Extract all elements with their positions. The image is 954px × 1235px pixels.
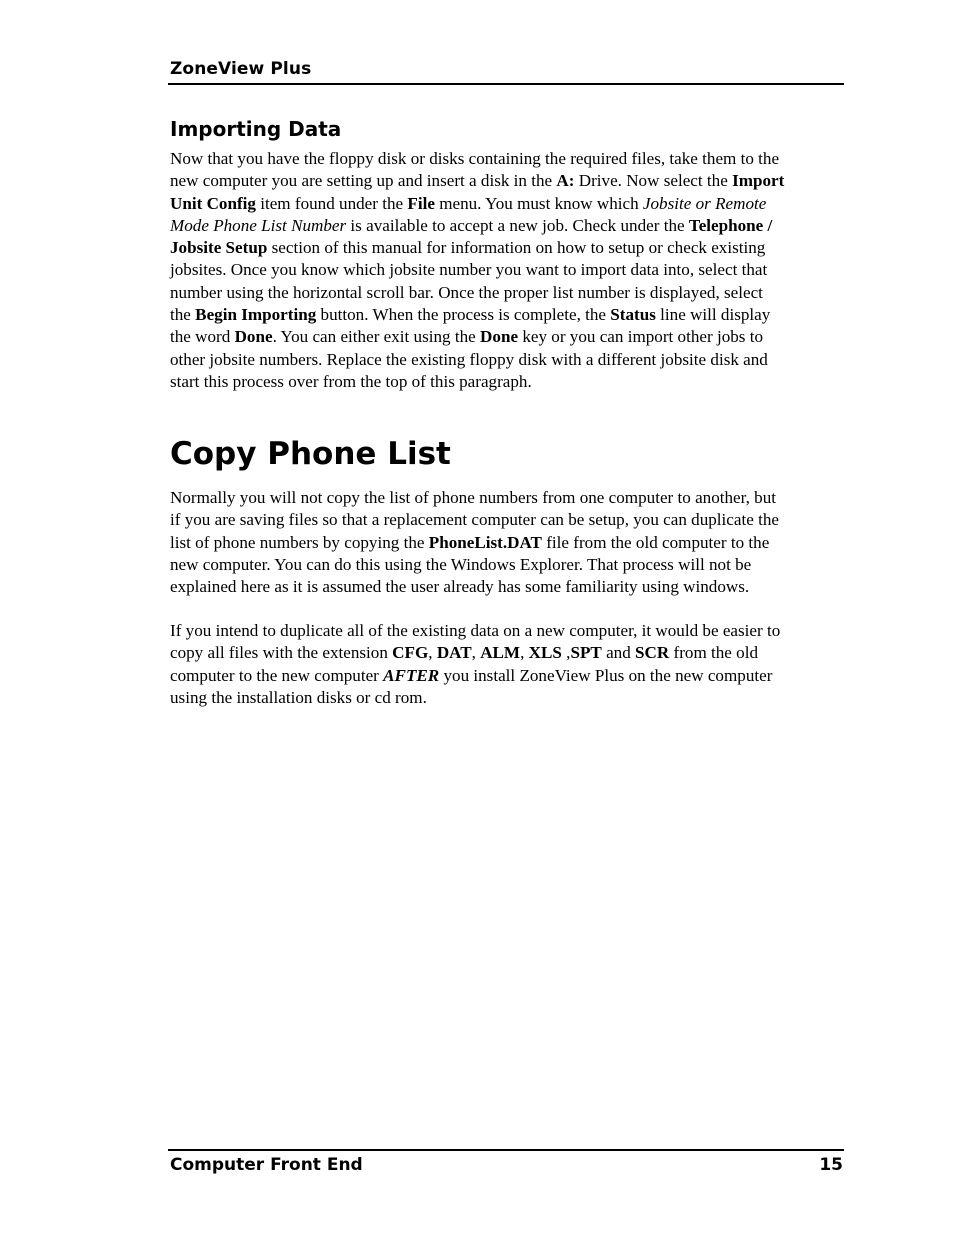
- text-run: explained here as it is assumed the user already has some familiarity using windows.: [170, 577, 750, 597]
- text-run: new computer you are setting up and insert a disk in the: [170, 171, 557, 191]
- text-run: file from the old computer to the: [541, 532, 770, 552]
- text-run: . You can either exit using the: [272, 327, 481, 347]
- bold-term: Status: [610, 305, 656, 325]
- text-run: line will display: [655, 305, 771, 325]
- text-run: Now that you have the floppy disk or disks containing the required files, take them to the: [170, 149, 780, 168]
- italic-term: Mode Phone List Number: [170, 215, 347, 235]
- bold-term: A:: [556, 171, 575, 191]
- text-run: if you are saving files so that a replacement computer can be setup, you can duplicate the: [170, 510, 779, 530]
- text-line: [170, 665, 846, 687]
- heading-copy-phone-list: Copy Phone List: [170, 436, 451, 472]
- bold-term: Import: [732, 171, 785, 191]
- bold-term: SPT: [570, 643, 602, 663]
- text-run: section of this manual for information on how to setup or check existing: [267, 238, 766, 258]
- text-line: [170, 687, 846, 709]
- text-run: the word: [170, 327, 235, 347]
- text-line: [170, 148, 846, 170]
- text-line: [170, 304, 846, 326]
- bold-term: Begin Importing: [195, 305, 317, 325]
- bold-term: ALM: [480, 643, 521, 663]
- bold-term: File: [407, 193, 435, 213]
- bold-term: Unit Config: [170, 193, 256, 213]
- running-footer: Computer Front End: [170, 1155, 363, 1175]
- text-run: ,: [471, 643, 481, 663]
- text-run: list of phone numbers by copying the: [170, 532, 429, 552]
- text-run: menu. You must know which: [434, 193, 643, 213]
- text-run: jobsites. Once you know which jobsite number you want to import data into, select that: [170, 260, 768, 280]
- bold-term: XLS: [528, 643, 562, 663]
- text-run: computer to the new computer: [170, 665, 384, 685]
- text-line: [170, 620, 846, 642]
- text-run: ,: [520, 643, 529, 663]
- text-line: [170, 170, 846, 192]
- bold-term: Jobsite Setup: [170, 238, 268, 258]
- bold-term: Done: [234, 327, 273, 347]
- text-run: If you intend to duplicate all of the existing data on a new computer, it would be easier to: [170, 621, 781, 640]
- text-line: [170, 554, 846, 576]
- text-run: ,: [561, 643, 571, 663]
- text-line: [170, 576, 846, 598]
- text-line: [170, 282, 846, 304]
- paragraph-copy-phone-list: [170, 487, 846, 598]
- bold-italic-term: AFTER: [383, 665, 440, 685]
- italic-term: Jobsite or Remote: [642, 193, 767, 213]
- text-run: and: [601, 643, 636, 663]
- bold-term: Telephone /: [688, 215, 773, 235]
- heading-importing-data: Importing Data: [170, 117, 342, 141]
- bold-term: CFG: [392, 643, 429, 663]
- text-run: item found under the: [255, 193, 408, 213]
- text-run: from the old: [669, 643, 759, 663]
- bold-term: SCR: [635, 643, 670, 663]
- text-run: key or you can import other jobs to: [518, 327, 764, 347]
- text-run: using the installation disks or cd rom.: [170, 687, 427, 707]
- text-run: ,: [428, 643, 437, 663]
- running-header: ZoneView Plus: [170, 59, 312, 79]
- text-run: the: [170, 305, 196, 325]
- text-line: [170, 259, 846, 281]
- text-line: [170, 349, 846, 371]
- text-run: button. When the process is complete, the: [316, 305, 611, 325]
- text-run: is available to accept a new job. Check under the: [346, 215, 689, 235]
- text-line: [170, 487, 846, 509]
- text-line: [170, 193, 846, 215]
- bold-term: DAT: [436, 643, 472, 663]
- page-number: 15: [819, 1155, 843, 1175]
- paragraph-duplicate-data: [170, 620, 846, 709]
- text-run: Normally you will not copy the list of phone numbers from one computer to another, but: [170, 488, 777, 507]
- text-run: other jobsite numbers. Replace the existing floppy disk with a different jobsite disk and: [170, 349, 768, 369]
- text-line: [170, 237, 846, 259]
- text-line: [170, 642, 846, 664]
- bold-term: Done: [480, 327, 519, 347]
- text-run: number using the horizontal scroll bar. Once the proper list number is displayed, select: [170, 282, 763, 302]
- text-line: [170, 326, 846, 348]
- text-line: [170, 509, 846, 531]
- text-line: [170, 532, 846, 554]
- header-rule: [168, 83, 844, 85]
- text-run: start this process over from the top of this paragraph.: [170, 371, 532, 391]
- paragraph-importing-data: [170, 148, 846, 393]
- text-run: new computer. You can do this using the Windows Explorer. That process will not be: [170, 554, 752, 574]
- footer-rule: [168, 1149, 844, 1151]
- text-run: you install ZoneView Plus on the new computer: [439, 665, 773, 685]
- text-line: [170, 215, 846, 237]
- bold-term: PhoneList.DAT: [428, 532, 542, 552]
- text-run: copy all files with the extension: [170, 643, 393, 663]
- text-run: Drive. Now select the: [574, 171, 733, 191]
- text-line: [170, 371, 846, 393]
